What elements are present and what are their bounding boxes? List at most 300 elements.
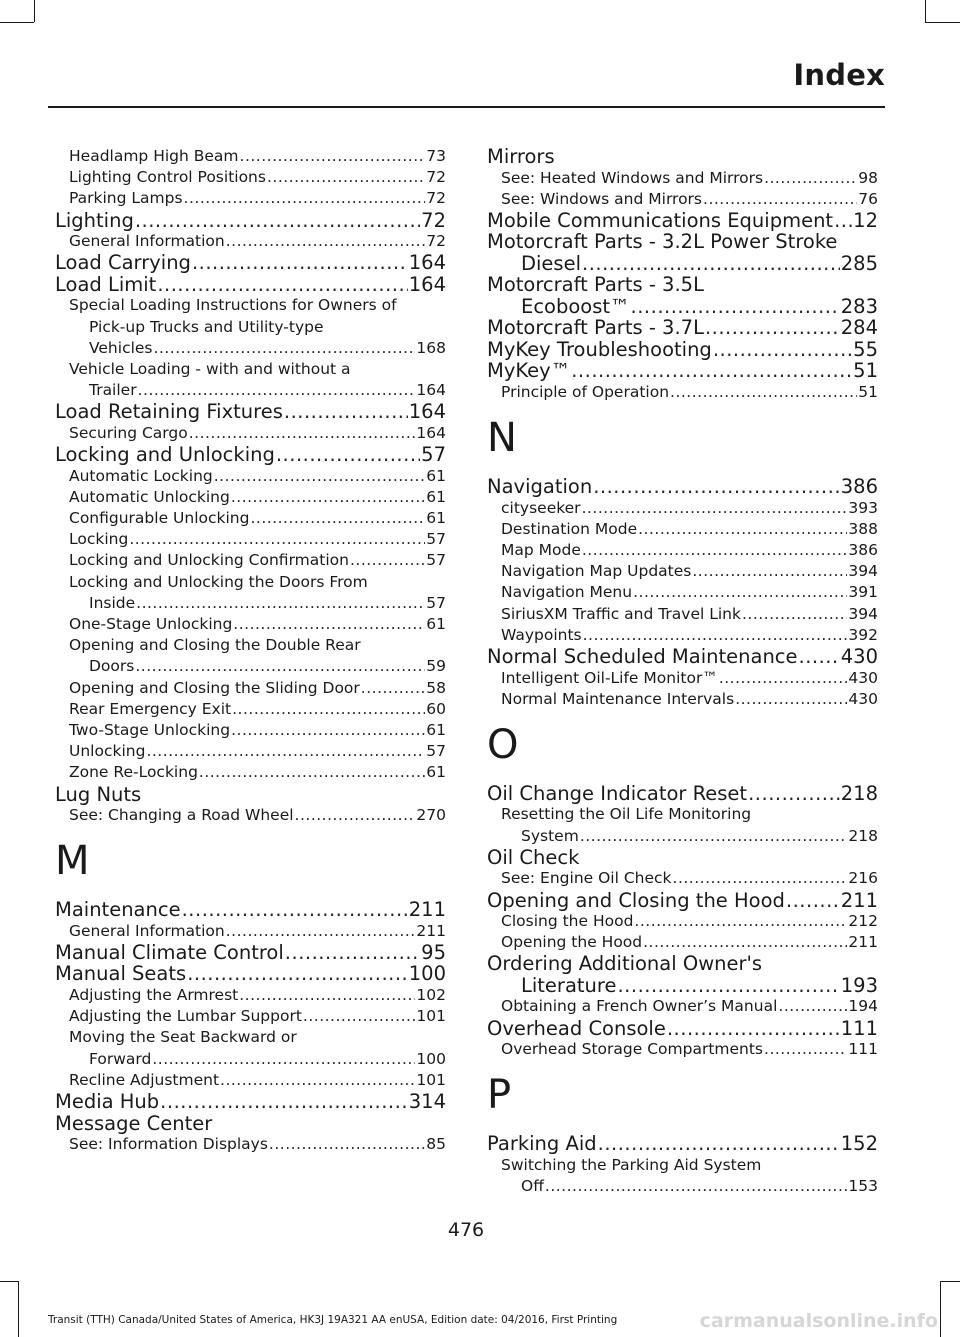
- index-subentry[interactable]: [487, 1176, 878, 1197]
- dot-leader: [187, 963, 408, 985]
- dot-leader: [692, 561, 847, 582]
- entry-page-number: 168: [416, 338, 446, 357]
- entry-page-number: 72: [426, 232, 446, 251]
- entry-text: MyKey™: [487, 359, 571, 383]
- index-subentry[interactable]: [487, 996, 878, 1017]
- dot-leader: [350, 550, 425, 571]
- entry-text: Mobile Communications Equipment: [487, 208, 834, 232]
- index-entry[interactable]: [55, 274, 446, 296]
- index-entry: Motorcraft Parts - 3.5L: [487, 273, 704, 297]
- dot-leader: [226, 921, 416, 942]
- entry-text: System: [521, 826, 579, 845]
- entry-page-number: 61: [426, 487, 446, 506]
- entry-page-number: 111: [840, 1016, 878, 1040]
- section-letter: P: [487, 1072, 512, 1119]
- crop-mark: [925, 0, 926, 22]
- entry-text: Ecoboost™: [521, 294, 630, 318]
- entry-text: Oil Change Indicator Reset: [487, 781, 748, 805]
- index-entry[interactable]: [487, 253, 878, 275]
- entry-text: See: Information Displays: [69, 1135, 268, 1153]
- index-entry: Mirrors: [487, 145, 555, 168]
- entry-text: Opening the Hood: [501, 933, 643, 952]
- index-column-left: [55, 146, 446, 1155]
- entry-page-number: 392: [848, 625, 878, 644]
- entry-page-number: 430: [848, 668, 878, 687]
- index-subentry[interactable]: [55, 699, 446, 720]
- dot-leader: [129, 529, 425, 550]
- index-subentry[interactable]: [55, 550, 446, 571]
- index-entry[interactable]: [487, 210, 878, 232]
- index-entry[interactable]: [487, 1018, 878, 1040]
- index-subentry[interactable]: [55, 1070, 446, 1091]
- index-subentry: Switching the Parking Aid System: [501, 1155, 762, 1174]
- dot-leader: [267, 167, 425, 188]
- entry-text: Intelligent Oil-Life Monitor™: [501, 668, 718, 687]
- index-subentry[interactable]: [487, 826, 878, 847]
- dot-leader: [214, 466, 426, 487]
- entry-page-number: 153: [848, 1177, 878, 1196]
- index-subentry[interactable]: [487, 689, 878, 710]
- entry-text: Parking Lamps: [69, 189, 183, 208]
- dot-leader: [703, 189, 857, 210]
- entry-text: SiriusXM Traffic and Travel Link: [501, 604, 741, 623]
- dot-leader: [226, 231, 426, 252]
- entry-text: Manual Climate Control: [55, 940, 284, 964]
- entry-text: Closing the Hood: [501, 912, 634, 931]
- dot-leader: [233, 614, 425, 635]
- dot-leader: [157, 274, 407, 296]
- entry-text: Opening and Closing the Hood: [487, 888, 785, 912]
- entry-text: Map Mode: [501, 541, 581, 560]
- index-subentry[interactable]: [487, 519, 878, 540]
- dot-leader: [593, 476, 840, 498]
- index-subentry[interactable]: [55, 487, 446, 508]
- index-subentry[interactable]: [55, 762, 446, 783]
- entry-text: Configurable Unlocking: [69, 508, 250, 527]
- dot-leader: [184, 188, 426, 209]
- entry-page-number: 388: [848, 519, 878, 538]
- index-subentry[interactable]: [55, 167, 446, 188]
- dot-leader: [638, 519, 847, 540]
- dot-leader: [580, 826, 848, 847]
- dot-leader: [240, 146, 426, 167]
- dot-leader: [192, 252, 408, 274]
- dot-leader: [182, 899, 408, 921]
- entry-page-number: 218: [848, 826, 878, 845]
- entry-page-number: 394: [848, 604, 878, 623]
- entry-text: Parking Aid: [487, 1132, 597, 1156]
- entry-text: Vehicles: [89, 338, 153, 357]
- index-subentry: Opening and Closing the Double Rear: [69, 636, 361, 655]
- entry-page-number: 430: [840, 645, 878, 669]
- dot-leader: [285, 942, 420, 964]
- dot-leader: [135, 210, 420, 232]
- entry-page-number: 72: [421, 208, 446, 232]
- entry-page-number: 211: [408, 898, 446, 922]
- index-entry[interactable]: [55, 942, 446, 964]
- index-entry[interactable]: [487, 646, 878, 668]
- dot-leader: [232, 699, 425, 720]
- dot-leader: [220, 1070, 415, 1091]
- index-subentry[interactable]: [55, 188, 446, 209]
- entry-text: Two-Stage Unlocking: [69, 720, 231, 739]
- dot-leader: [295, 805, 416, 826]
- dot-leader: [582, 540, 848, 561]
- entry-text: Locking and Unlocking: [55, 443, 275, 467]
- entry-page-number: 57: [426, 530, 446, 549]
- entry-page-number: 430: [848, 689, 878, 708]
- index-subentry[interactable]: [55, 146, 446, 167]
- entry-text: Lighting: [55, 208, 134, 232]
- dot-leader: [303, 1006, 415, 1027]
- index-subentry[interactable]: [55, 985, 446, 1006]
- dot-leader: [764, 168, 857, 189]
- entry-text: Off: [521, 1177, 544, 1196]
- entry-text: Obtaining a French Owner’s Manual: [501, 997, 778, 1016]
- index-subentry[interactable]: [55, 656, 446, 677]
- index-subentry[interactable]: [55, 508, 446, 529]
- index-subentry[interactable]: [487, 668, 878, 689]
- index-subentry[interactable]: [487, 582, 878, 603]
- index-subentry[interactable]: [487, 911, 878, 932]
- entry-page-number: 76: [858, 189, 878, 208]
- dot-leader: [598, 1133, 840, 1155]
- entry-text: Rear Emergency Exit: [69, 699, 232, 718]
- index-subentry[interactable]: [487, 561, 878, 582]
- entry-page-number: 85: [426, 1135, 446, 1153]
- entry-page-number: 12: [853, 208, 878, 232]
- entry-text: Normal Maintenance Intervals: [501, 689, 735, 708]
- entry-page-number: 102: [416, 985, 446, 1004]
- entry-text: One-Stage Unlocking: [69, 614, 233, 633]
- entry-page-number: 61: [426, 508, 446, 527]
- dot-leader: [735, 689, 847, 710]
- entry-page-number: 100: [416, 1049, 446, 1068]
- entry-text: Literature: [521, 973, 617, 997]
- index-entry[interactable]: [487, 975, 878, 997]
- crop-mark: [0, 1281, 18, 1282]
- entry-text: See: Windows and Mirrors: [501, 189, 703, 208]
- index-entry[interactable]: [487, 360, 878, 382]
- entry-text: Headlamp High Beam: [69, 147, 239, 165]
- entry-text: General Information: [69, 232, 225, 251]
- index-subentry[interactable]: [487, 498, 878, 519]
- entry-page-number: 164: [408, 251, 446, 275]
- dot-leader: [276, 444, 420, 466]
- index-subentry[interactable]: [55, 593, 446, 614]
- entry-page-number: 270: [416, 806, 446, 825]
- dot-leader: [670, 382, 857, 403]
- entry-page-number: 57: [421, 443, 446, 467]
- entry-page-number: 393: [848, 498, 878, 517]
- page-number: 476: [447, 1219, 485, 1241]
- entry-page-number: 101: [416, 1070, 446, 1089]
- entry-page-number: 98: [858, 168, 878, 187]
- entry-page-number: 218: [840, 781, 878, 805]
- index-entry[interactable]: [55, 401, 446, 423]
- index-subentry[interactable]: [55, 1006, 446, 1027]
- entry-page-number: 51: [853, 359, 878, 383]
- index-subentry[interactable]: [55, 231, 446, 252]
- dot-leader: [269, 1134, 425, 1155]
- entry-text: Normal Scheduled Maintenance: [487, 645, 798, 669]
- dot-leader: [778, 996, 847, 1017]
- entry-page-number: 60: [426, 699, 446, 718]
- dot-leader: [152, 1049, 415, 1070]
- entry-text: Load Limit: [55, 272, 157, 296]
- section-letter: M: [55, 838, 90, 885]
- footer-text: Transit (TTH) Canada/United States of America, HK3J 19A321 AA enUSA, Edition date: 04/2016, First Printing: [48, 1314, 618, 1326]
- index-entry[interactable]: [487, 339, 878, 361]
- entry-text: Zone Re-Locking: [69, 763, 198, 782]
- crop-mark: [0, 22, 34, 23]
- entry-text: Waypoints: [501, 625, 582, 644]
- entry-text: Destination Mode: [501, 519, 638, 538]
- section-letter: N: [487, 415, 517, 462]
- entry-text: Inside: [89, 593, 136, 612]
- index-subentry: Locking and Unlocking the Doors From: [69, 572, 368, 591]
- dot-leader: [154, 338, 416, 359]
- entry-page-number: 285: [840, 251, 878, 275]
- entry-page-number: 101: [416, 1007, 446, 1026]
- entry-page-number: 100: [408, 962, 446, 986]
- dot-leader: [643, 932, 847, 953]
- index-subentry[interactable]: [55, 338, 446, 359]
- entry-text: Adjusting the Lumbar Support: [69, 1007, 302, 1026]
- index-subentry: Pick-up Trucks and Utility-type: [89, 317, 324, 336]
- index-entry[interactable]: [487, 476, 878, 498]
- dot-leader: [583, 625, 848, 646]
- dot-leader: [673, 868, 848, 889]
- dot-leader: [742, 604, 847, 625]
- index-subentry[interactable]: [55, 466, 446, 487]
- entry-page-number: 194: [848, 997, 878, 1016]
- entry-page-number: 391: [848, 583, 878, 602]
- index-entry[interactable]: [487, 890, 878, 912]
- dot-leader: [250, 508, 425, 529]
- index-entry[interactable]: [55, 210, 446, 232]
- dot-leader: [786, 890, 840, 912]
- entry-text: Navigation Menu: [501, 583, 633, 602]
- index-entry: Message Center: [55, 1111, 213, 1135]
- crop-mark: [34, 0, 35, 22]
- page-title: Index: [793, 58, 885, 92]
- index-subentry[interactable]: [487, 604, 878, 625]
- dot-leader: [617, 975, 839, 997]
- entry-text: Recline Adjustment: [69, 1070, 220, 1089]
- index-subentry: Moving the Seat Backward or: [69, 1028, 297, 1047]
- entry-page-number: 211: [848, 933, 878, 952]
- index-subentry[interactable]: [55, 1049, 446, 1070]
- dot-leader: [764, 1039, 847, 1060]
- index-entry[interactable]: [487, 783, 878, 805]
- index-subentry[interactable]: [487, 932, 878, 953]
- crop-mark: [940, 1281, 941, 1337]
- watermark: carmanualsonline.info: [699, 1310, 938, 1332]
- entry-page-number: 152: [840, 1132, 878, 1156]
- index-subentry: Special Loading Instructions for Owners of: [69, 296, 397, 315]
- index-entry[interactable]: [55, 1091, 446, 1113]
- entry-text: See: Engine Oil Check: [501, 869, 672, 888]
- entry-page-number: 386: [840, 475, 878, 499]
- dot-leader: [545, 1176, 848, 1197]
- entry-page-number: 57: [426, 742, 446, 761]
- entry-text: Automatic Unlocking: [69, 487, 230, 506]
- dot-leader: [713, 339, 852, 361]
- entry-text: Motorcraft Parts - 3.7L: [487, 316, 704, 340]
- entry-page-number: 164: [408, 272, 446, 296]
- entry-page-number: 95: [421, 940, 446, 964]
- entry-page-number: 61: [426, 614, 446, 633]
- entry-text: General Information: [69, 921, 225, 940]
- dot-leader: [284, 401, 408, 423]
- header-divider: [48, 106, 885, 108]
- entry-page-number: 314: [408, 1090, 446, 1113]
- entry-text: Maintenance: [55, 898, 181, 922]
- dot-leader: [631, 296, 840, 318]
- index-entry[interactable]: [55, 252, 446, 274]
- entry-page-number: 386: [848, 541, 878, 560]
- dot-leader: [146, 741, 425, 762]
- index-entry[interactable]: [487, 296, 878, 318]
- index-subentry: Resetting the Oil Life Monitoring: [501, 805, 752, 824]
- dot-leader: [136, 593, 425, 614]
- index-column-right: [487, 146, 878, 1197]
- index-subentry[interactable]: [55, 529, 446, 550]
- entry-page-number: 212: [848, 912, 878, 931]
- entry-text: cityseeker: [501, 498, 581, 517]
- entry-text: See: Changing a Road Wheel: [69, 806, 294, 825]
- entry-text: Forward: [89, 1049, 152, 1068]
- dot-leader: [582, 498, 848, 519]
- entry-page-number: 164: [416, 423, 446, 442]
- entry-text: Locking: [69, 530, 129, 549]
- dot-leader: [361, 678, 425, 699]
- entry-text: Doors: [89, 657, 135, 676]
- entry-text: Principle of Operation: [501, 382, 670, 401]
- entry-page-number: 57: [426, 551, 446, 570]
- index-subentry[interactable]: [487, 168, 878, 189]
- dot-leader: [582, 253, 840, 275]
- entry-text: Trailer: [89, 381, 137, 400]
- entry-page-number: 57: [426, 593, 446, 612]
- dot-leader: [231, 487, 425, 508]
- entry-page-number: 61: [426, 720, 446, 739]
- entry-page-number: 394: [848, 562, 878, 581]
- index-entry[interactable]: [487, 317, 878, 339]
- dot-leader: [667, 1018, 840, 1040]
- entry-page-number: 72: [426, 168, 446, 187]
- entry-page-number: 72: [426, 189, 446, 208]
- index-subentry[interactable]: [487, 382, 878, 403]
- dot-leader: [189, 423, 416, 444]
- entry-text: Overhead Console: [487, 1016, 666, 1040]
- entry-page-number: 55: [853, 337, 878, 361]
- entry-page-number: 284: [840, 316, 878, 340]
- dot-leader: [719, 668, 848, 689]
- entry-text: Securing Cargo: [69, 423, 188, 442]
- crop-mark: [940, 1281, 960, 1282]
- entry-page-number: 164: [416, 381, 446, 400]
- index-subentry[interactable]: [487, 189, 878, 210]
- index-subentry[interactable]: [487, 625, 878, 646]
- index-subentry[interactable]: [487, 1039, 878, 1060]
- index-subentry[interactable]: [55, 614, 446, 635]
- index-subentry[interactable]: [55, 423, 446, 444]
- dot-leader: [748, 783, 840, 805]
- entry-text: Navigation Map Updates: [501, 562, 692, 581]
- section-letter: O: [487, 721, 519, 768]
- dot-leader: [239, 985, 415, 1006]
- index-subentry[interactable]: [55, 741, 446, 762]
- index-entry: Motorcraft Parts - 3.2L Power Stroke: [487, 230, 838, 254]
- entry-text: Media Hub: [55, 1090, 160, 1113]
- entry-page-number: 51: [858, 382, 878, 401]
- entry-page-number: 59: [426, 657, 446, 676]
- dot-leader: [160, 1091, 408, 1113]
- dot-leader: [199, 762, 425, 783]
- crop-mark: [18, 1281, 19, 1337]
- entry-page-number: 111: [848, 1040, 878, 1059]
- entry-page-number: 211: [840, 888, 878, 912]
- index-subentry: Vehicle Loading - with and without a: [69, 359, 351, 378]
- dot-leader: [799, 646, 840, 668]
- index-subentry[interactable]: [487, 540, 878, 561]
- index-entry: Oil Check: [487, 845, 580, 869]
- dot-leader: [135, 656, 425, 677]
- entry-text: Diesel: [521, 251, 582, 275]
- entry-text: Unlocking: [69, 742, 146, 761]
- entry-text: Load Retaining Fixtures: [55, 400, 283, 424]
- dot-leader: [634, 911, 847, 932]
- index-subentry[interactable]: [55, 805, 446, 826]
- dot-leader: [571, 360, 852, 382]
- entry-page-number: 211: [416, 921, 446, 940]
- entry-page-number: 164: [408, 400, 446, 424]
- dot-leader: [834, 210, 852, 232]
- entry-text: Adjusting the Armrest: [69, 985, 239, 1004]
- entry-text: Navigation: [487, 475, 593, 499]
- index-entry[interactable]: [55, 963, 446, 985]
- dot-leader: [705, 317, 840, 339]
- index-subentry[interactable]: [487, 868, 878, 889]
- entry-text: Opening and Closing the Sliding Door: [69, 678, 360, 697]
- entry-page-number: 283: [840, 294, 878, 318]
- entry-text: Manual Seats: [55, 962, 187, 986]
- dot-leader: [231, 720, 425, 741]
- index-subentry[interactable]: [55, 678, 446, 699]
- index-entry[interactable]: [55, 899, 446, 921]
- index-subentry[interactable]: [55, 720, 446, 741]
- index-entry[interactable]: [55, 444, 446, 466]
- crop-mark: [925, 22, 960, 23]
- index-subentry[interactable]: [55, 921, 446, 942]
- index-entry: Ordering Additional Owner's: [487, 952, 763, 976]
- index-subentry[interactable]: [55, 1134, 446, 1155]
- entry-page-number: 58: [426, 678, 446, 697]
- entry-text: Locking and Unlocking Confirmation: [69, 551, 349, 570]
- entry-page-number: 193: [840, 973, 878, 997]
- dot-leader: [633, 582, 847, 603]
- index-subentry[interactable]: [55, 380, 446, 401]
- entry-text: Overhead Storage Compartments: [501, 1040, 764, 1059]
- entry-page-number: 61: [426, 466, 446, 485]
- index-entry: Lug Nuts: [55, 782, 142, 806]
- entry-text: Lighting Control Positions: [69, 168, 266, 187]
- entry-page-number: 61: [426, 763, 446, 782]
- index-entry[interactable]: [487, 1133, 878, 1155]
- entry-text: Automatic Locking: [69, 466, 213, 485]
